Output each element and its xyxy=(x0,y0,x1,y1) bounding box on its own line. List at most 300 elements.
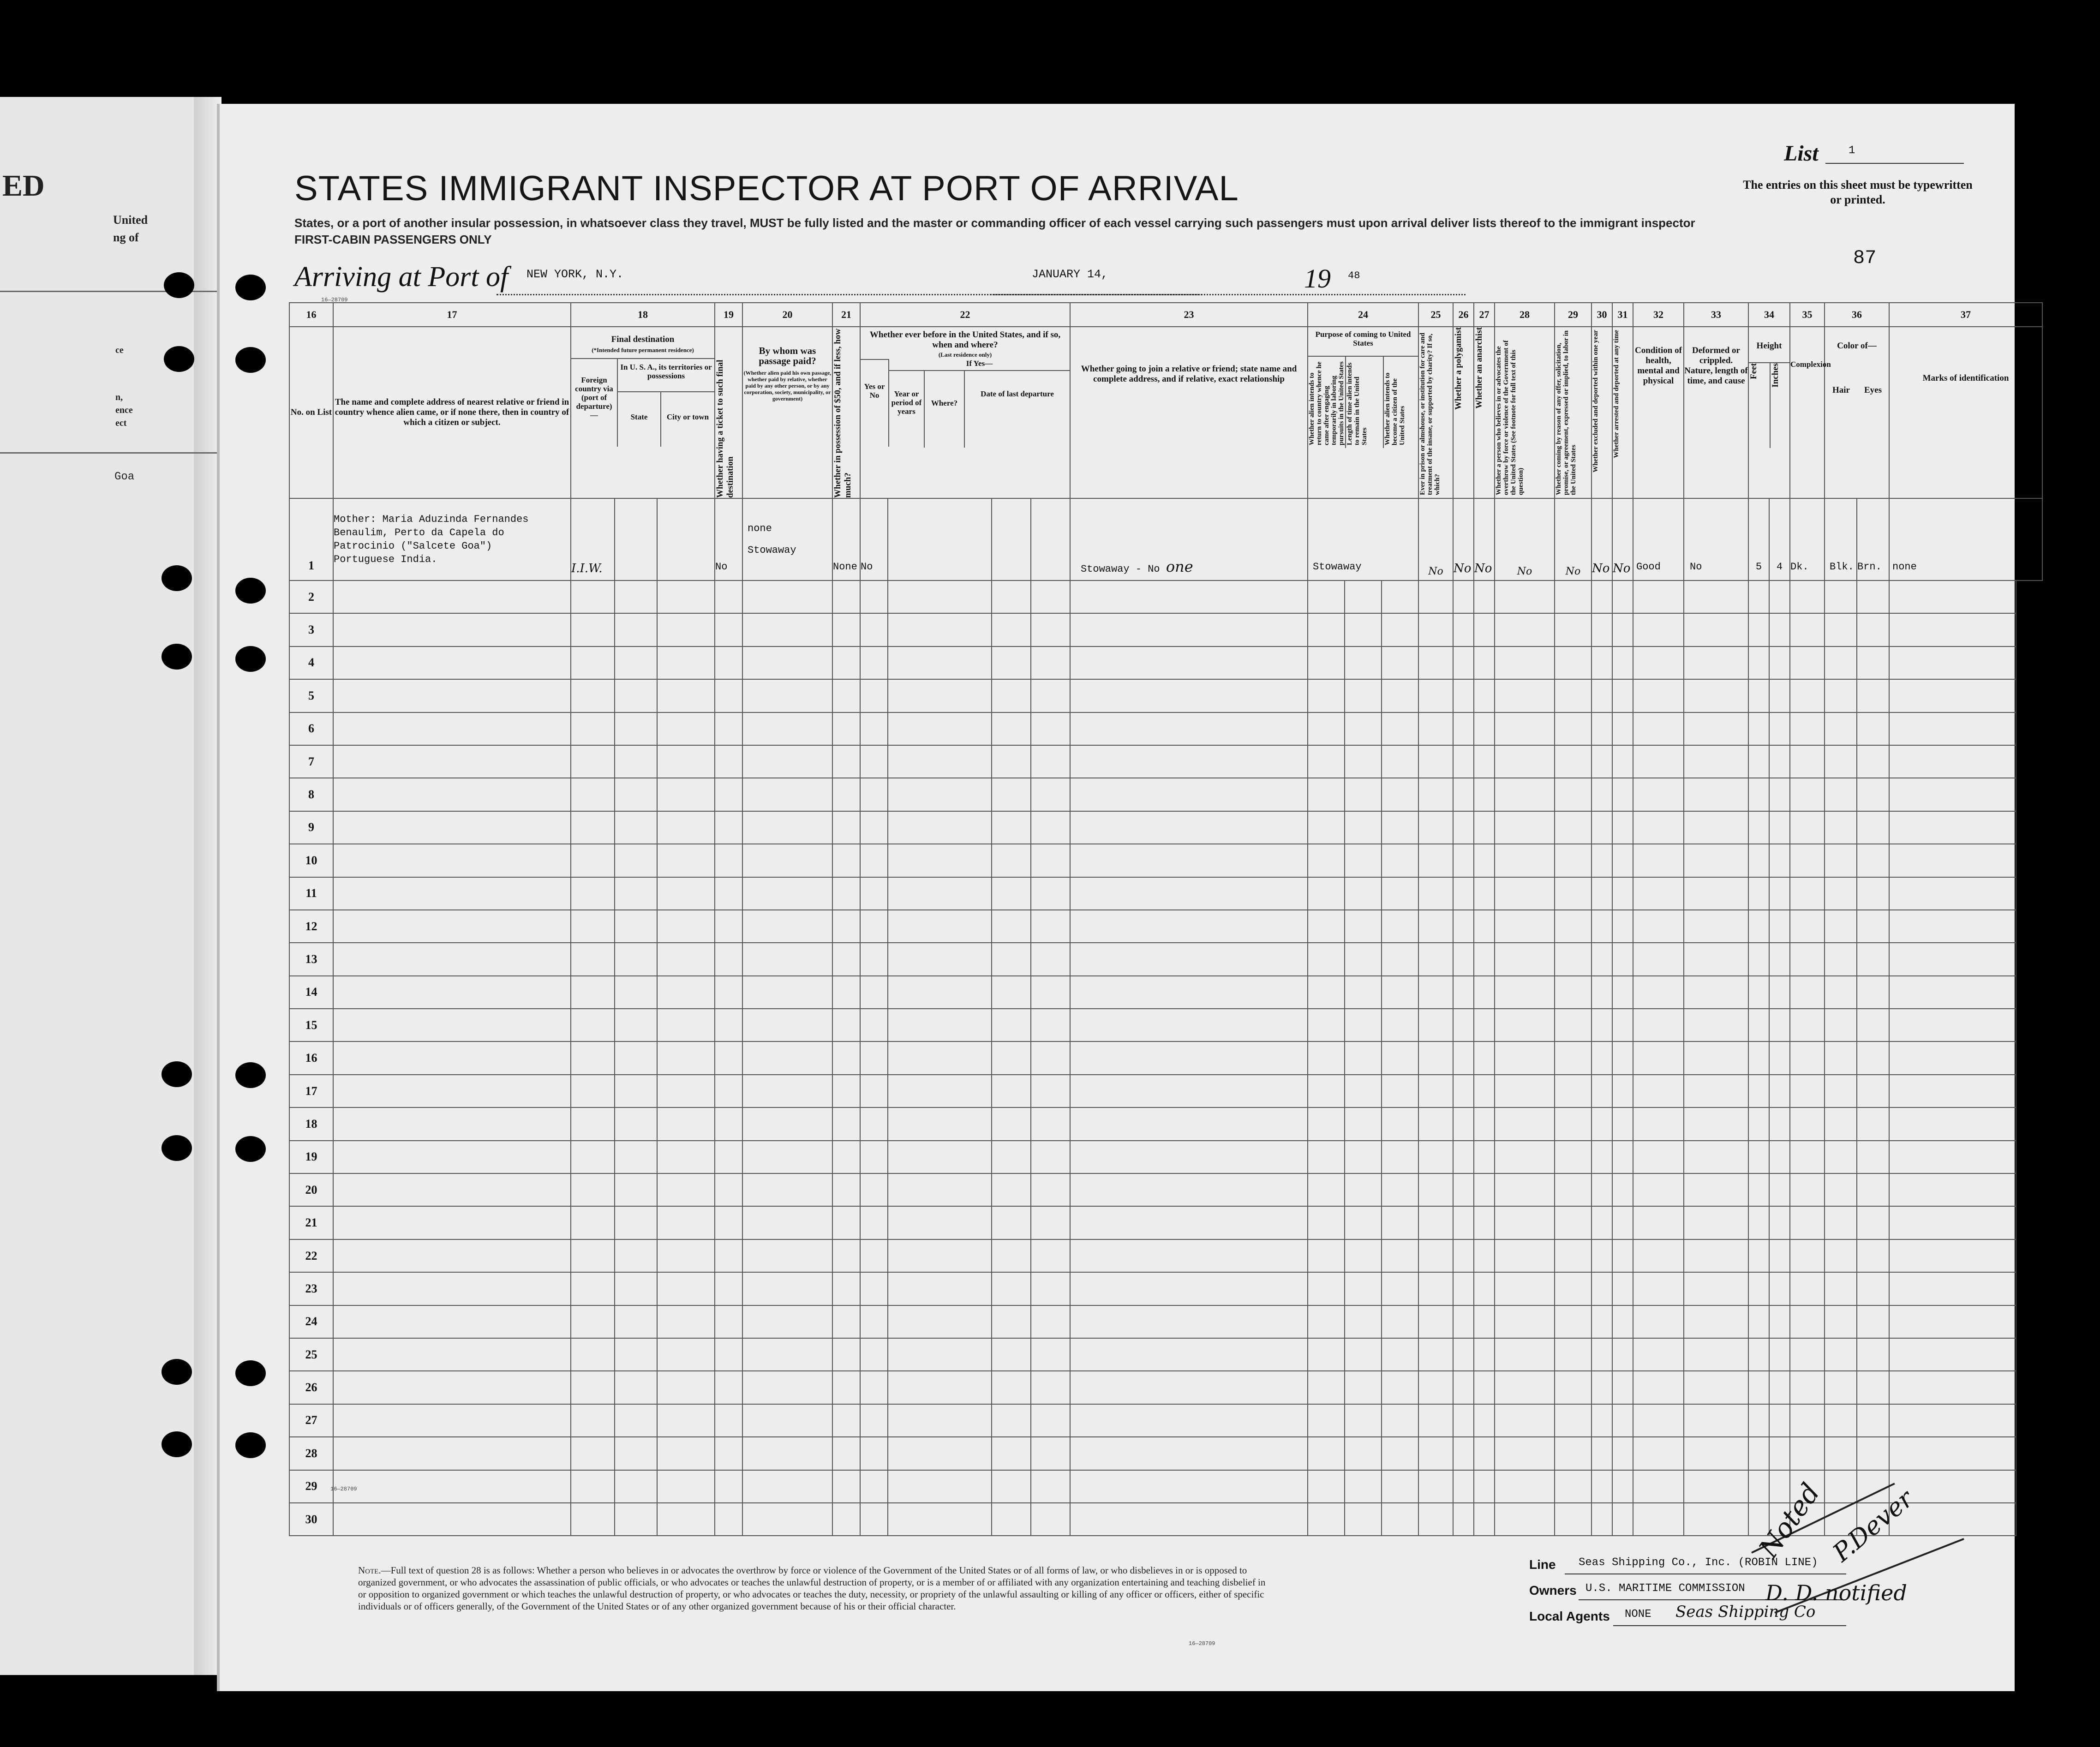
empty-cell xyxy=(1555,844,1591,877)
empty-cell xyxy=(888,778,992,811)
punch-hole xyxy=(235,578,266,604)
empty-cell xyxy=(1495,1338,1555,1371)
empty-cell xyxy=(615,778,657,811)
empty-cell xyxy=(1591,1470,1612,1503)
empty-cell xyxy=(1591,1173,1612,1206)
empty-cell xyxy=(333,1041,571,1074)
empty-cell xyxy=(1031,1239,1070,1272)
city-cell xyxy=(657,498,715,580)
empty-cell xyxy=(715,712,742,745)
row-number: 6 xyxy=(289,712,333,745)
empty-cell xyxy=(1591,1338,1612,1371)
empty-cell xyxy=(1495,1503,1555,1536)
empty-cell xyxy=(657,943,715,975)
empty-cell xyxy=(333,811,571,844)
empty-cell xyxy=(1070,679,1308,712)
empty-cell xyxy=(1889,1009,2016,1041)
empty-cell xyxy=(1790,1107,1825,1140)
empty-cell xyxy=(860,1009,888,1041)
empty-cell xyxy=(1633,745,1684,778)
empty-cell xyxy=(615,1075,657,1107)
empty-cell xyxy=(832,1173,860,1206)
header-feet: Feet xyxy=(1749,363,1759,379)
empty-cell xyxy=(615,679,657,712)
empty-cell xyxy=(1453,1041,1474,1074)
agents-handwritten: Seas Shipping Co xyxy=(1675,1603,1816,1621)
empty-cell xyxy=(615,1009,657,1041)
empty-cell xyxy=(1308,1206,1345,1239)
empty-cell xyxy=(715,1141,742,1173)
empty-cell xyxy=(1345,1404,1382,1437)
empty-cell xyxy=(1418,580,1453,613)
header-excluded-text: Whether excluded and deported within one year xyxy=(1592,330,1599,473)
empty-cell xyxy=(1769,580,1790,613)
fragment-text: Goa xyxy=(114,471,135,483)
empty-cell xyxy=(1495,1239,1555,1272)
row-number: 23 xyxy=(289,1272,333,1305)
empty-cell xyxy=(1612,1371,1633,1404)
empty-cell xyxy=(1453,712,1474,745)
empty-cell xyxy=(860,910,888,943)
where-cell xyxy=(992,498,1031,580)
empty-cell xyxy=(742,580,832,613)
header-complexion: Complexion xyxy=(1790,327,1825,498)
empty-cell xyxy=(657,1141,715,1173)
empty-cell xyxy=(1418,1107,1453,1140)
empty-cell xyxy=(715,1107,742,1140)
empty-cell xyxy=(1031,712,1070,745)
row-number: 28 xyxy=(289,1437,333,1470)
empty-cell xyxy=(1633,613,1684,646)
row-number: 29 xyxy=(289,1470,333,1503)
q26-cell: No xyxy=(1453,498,1474,580)
empty-cell xyxy=(1345,1338,1382,1371)
row-number: 1 xyxy=(289,498,333,580)
header-overthrow-text: Whether a person who believes in or advocates the overthrow by force or violence of the Government of the United States (See footnote for full text of this question) xyxy=(1495,340,1525,495)
relative-line: Patrocinio ("Salcete Goa") xyxy=(334,540,492,552)
empty-cell xyxy=(571,1470,615,1503)
empty-cell xyxy=(1889,1371,2016,1404)
empty-cell xyxy=(1418,1437,1453,1470)
empty-cell xyxy=(715,1173,742,1206)
empty-cell xyxy=(1070,1371,1308,1404)
empty-cell xyxy=(1453,1338,1474,1371)
table-row xyxy=(289,1404,2042,1437)
empty-cell xyxy=(1612,712,1633,745)
empty-cell xyxy=(333,580,571,613)
empty-cell xyxy=(1612,1009,1633,1041)
empty-cell xyxy=(742,1404,832,1437)
empty-cell xyxy=(832,1041,860,1074)
header-no-on-list: No. on List xyxy=(289,327,333,498)
punch-hole xyxy=(162,644,192,670)
q28-cell: No xyxy=(1495,498,1555,580)
empty-cell xyxy=(1684,943,1748,975)
stamp-word: P.Dever xyxy=(1827,1484,1919,1568)
empty-cell xyxy=(615,844,657,877)
empty-cell xyxy=(1612,646,1633,679)
empty-cell xyxy=(1308,1437,1345,1470)
empty-cell xyxy=(1495,1041,1555,1074)
empty-cell xyxy=(1684,811,1748,844)
money-cell: None xyxy=(832,498,860,580)
empty-cell xyxy=(1555,1206,1591,1239)
empty-cell xyxy=(1031,1305,1070,1338)
empty-cell xyxy=(1633,646,1684,679)
empty-cell xyxy=(1889,613,2016,646)
empty-cell xyxy=(860,1371,888,1404)
empty-cell xyxy=(1825,580,1857,613)
empty-cell xyxy=(571,1173,615,1206)
empty-cell xyxy=(333,877,571,910)
empty-cell xyxy=(860,811,888,844)
empty-cell xyxy=(1889,1141,2016,1173)
empty-cell xyxy=(1612,910,1633,943)
column-number: 21 xyxy=(832,303,860,327)
empty-cell xyxy=(615,1338,657,1371)
empty-cell xyxy=(1474,976,1495,1009)
empty-cell xyxy=(1382,712,1418,745)
empty-cell xyxy=(571,1338,615,1371)
departure-cell xyxy=(1031,498,1070,580)
empty-cell xyxy=(1748,712,1769,745)
empty-cell xyxy=(1382,976,1418,1009)
empty-cell xyxy=(1889,811,2016,844)
empty-cell xyxy=(1825,1041,1857,1074)
empty-cell xyxy=(615,580,657,613)
empty-cell xyxy=(1684,1075,1748,1107)
footer-form-code: 16—28709 xyxy=(1189,1640,1215,1647)
empty-cell xyxy=(1495,1173,1555,1206)
empty-cell xyxy=(333,1009,571,1041)
punch-hole xyxy=(162,1431,192,1457)
empty-cell xyxy=(888,1206,992,1239)
row-number: 17 xyxy=(289,1075,333,1107)
empty-cell xyxy=(1769,976,1790,1009)
empty-cell xyxy=(1857,778,1889,811)
header-joining: Whether going to join a relative or friend; state name and complete address, and if relative, exact relationship xyxy=(1070,327,1308,498)
empty-cell xyxy=(1382,1173,1418,1206)
header-city: City or town xyxy=(666,413,709,421)
foreign-port: I.I.W. xyxy=(571,498,615,580)
empty-cell xyxy=(1555,580,1591,613)
empty-cell xyxy=(832,844,860,877)
line-label: Line xyxy=(1529,1557,1556,1572)
empty-cell xyxy=(715,1206,742,1239)
empty-cell xyxy=(1070,1305,1308,1338)
empty-cell xyxy=(1453,1470,1474,1503)
table-row xyxy=(289,1173,2042,1206)
empty-cell xyxy=(1418,844,1453,877)
empty-cell xyxy=(888,1173,992,1206)
empty-cell xyxy=(1633,844,1684,877)
marks-cell: none xyxy=(1889,498,2042,580)
empty-cell xyxy=(1612,1470,1633,1503)
empty-cell xyxy=(657,679,715,712)
empty-cell xyxy=(1345,1272,1382,1305)
empty-cell xyxy=(615,943,657,975)
header-height xyxy=(1748,327,1790,498)
manifest-table xyxy=(289,302,2043,1536)
row-number: 2 xyxy=(289,580,333,613)
empty-cell xyxy=(1633,877,1684,910)
header-purpose-a: Whether alien intends to return to country whence he came after engaging temporarily in laboring pursuits in the United States xyxy=(1308,361,1345,445)
empty-cell xyxy=(992,1107,1031,1140)
empty-cell xyxy=(657,580,715,613)
fragment-text: ence xyxy=(115,405,133,415)
empty-cell xyxy=(888,844,992,877)
empty-cell xyxy=(1308,1107,1345,1140)
empty-cell xyxy=(888,1075,992,1107)
empty-cell xyxy=(1633,943,1684,975)
empty-cell xyxy=(571,1503,615,1536)
empty-cell xyxy=(1748,1141,1769,1173)
empty-cell xyxy=(333,1338,571,1371)
header-prison xyxy=(1418,327,1453,498)
empty-cell xyxy=(742,1470,832,1503)
empty-cell xyxy=(1612,1404,1633,1437)
table-row xyxy=(289,1272,2042,1305)
empty-cell xyxy=(1031,745,1070,778)
empty-cell xyxy=(888,1437,992,1470)
joining-cell xyxy=(1070,498,1308,580)
empty-cell xyxy=(1769,1173,1790,1206)
empty-cell xyxy=(1748,844,1769,877)
empty-cell xyxy=(1825,1239,1857,1272)
empty-cell xyxy=(1308,877,1345,910)
empty-cell xyxy=(1748,1107,1769,1140)
row-number: 20 xyxy=(289,1173,333,1206)
empty-cell xyxy=(1555,976,1591,1009)
empty-cell xyxy=(1825,1107,1857,1140)
empty-cell xyxy=(1857,811,1889,844)
empty-cell xyxy=(1769,1107,1790,1140)
empty-cell xyxy=(992,811,1031,844)
table-row xyxy=(289,778,2042,811)
header-prison-text: Ever in prison or almshouse, or institution for care and treatment of the insane, or supported by charity? If so, which? xyxy=(1419,333,1441,495)
header-anarchist xyxy=(1474,327,1495,498)
empty-cell xyxy=(1474,1173,1495,1206)
empty-cell xyxy=(992,1206,1031,1239)
empty-cell xyxy=(992,580,1031,613)
empty-cell xyxy=(1857,1305,1889,1338)
table-row xyxy=(289,498,2042,580)
header-final-destination-sub: (*Intended future permanent residence) xyxy=(592,347,694,353)
empty-cell xyxy=(615,1503,657,1536)
empty-cell xyxy=(715,1075,742,1107)
empty-cell xyxy=(992,712,1031,745)
footnote-text: —Full text of question 28 is as follows: Whether a person who believes in or advocates the overthrow by force or violence of the Government of the United States or of all forms of law, or who disbelieves in or is opposed to organized government, or who advocates the assassination of public officials, or who advocates or teaches the unlawful destruction of property, or is a member of or affiliated with any organization entertaining and teaching disbelief in or opposition to organized government or which teaches the unlawful destruction of property, or who advocates or teaches the duty, necessity, or propriety of the unlawful assaulting or killing of any officer or officers, either of specific individuals or of officers generally, of the Government of the United States or of any other organized government because of his or their official character. xyxy=(358,1565,1266,1612)
empty-cell xyxy=(1769,910,1790,943)
empty-cell xyxy=(888,877,992,910)
empty-cell xyxy=(1684,1206,1748,1239)
empty-cell xyxy=(1684,1404,1748,1437)
empty-cell xyxy=(1555,745,1591,778)
empty-cell xyxy=(1684,1141,1748,1173)
empty-cell xyxy=(1591,613,1612,646)
empty-cell xyxy=(615,1239,657,1272)
empty-cell xyxy=(1591,877,1612,910)
empty-cell xyxy=(1591,811,1612,844)
empty-cell xyxy=(1495,1009,1555,1041)
empty-cell xyxy=(1555,1141,1591,1173)
empty-cell xyxy=(1555,1371,1591,1404)
empty-cell xyxy=(1495,1437,1555,1470)
column-number: 17 xyxy=(333,303,571,327)
table-row xyxy=(289,844,2042,877)
empty-cell xyxy=(888,1503,992,1536)
empty-cell xyxy=(1474,1075,1495,1107)
empty-cell xyxy=(1889,1075,2016,1107)
header-passage-sub: (Whether alien paid his own passage, whether paid by relative, whether paid by any other person, or by any corporation, society, municipality, or government) xyxy=(743,370,832,402)
empty-cell xyxy=(832,877,860,910)
empty-cell xyxy=(832,1404,860,1437)
empty-cell xyxy=(1555,1437,1591,1470)
empty-cell xyxy=(1591,1075,1612,1107)
footnote-label: Note. xyxy=(358,1565,381,1576)
header-ticket-text: Whether having a ticket to such final destination xyxy=(715,359,735,498)
empty-cell xyxy=(1382,1107,1418,1140)
punch-hole xyxy=(235,1360,266,1386)
punch-hole xyxy=(235,275,266,300)
empty-cell xyxy=(1748,745,1769,778)
empty-cell xyxy=(860,1206,888,1239)
empty-cell xyxy=(860,1107,888,1140)
empty-cell xyxy=(1748,1437,1769,1470)
empty-cell xyxy=(1308,745,1345,778)
empty-cell xyxy=(860,778,888,811)
header-arrested xyxy=(1612,327,1633,498)
list-label: List xyxy=(1784,141,1819,166)
row-number: 8 xyxy=(289,778,333,811)
arriving-label: Arriving at Port of xyxy=(294,261,509,293)
empty-cell xyxy=(1031,1503,1070,1536)
table-row xyxy=(289,1437,2042,1470)
empty-cell xyxy=(1555,1239,1591,1272)
agents-value: NONE xyxy=(1625,1608,1651,1621)
table-row xyxy=(289,580,2042,613)
empty-cell xyxy=(1474,613,1495,646)
empty-cell xyxy=(1418,1371,1453,1404)
empty-cell xyxy=(715,1404,742,1437)
empty-cell xyxy=(1857,712,1889,745)
empty-cell xyxy=(1308,1338,1345,1371)
empty-cell xyxy=(1345,580,1382,613)
empty-cell xyxy=(832,1107,860,1140)
empty-cell xyxy=(1612,1338,1633,1371)
empty-cell xyxy=(1633,580,1684,613)
header-color-title: Color of— xyxy=(1837,341,1877,351)
empty-cell xyxy=(1495,910,1555,943)
empty-cell xyxy=(1453,844,1474,877)
q31-cell: No xyxy=(1612,498,1633,580)
empty-cell xyxy=(1748,811,1769,844)
empty-cell xyxy=(832,1141,860,1173)
empty-cell xyxy=(1591,679,1612,712)
empty-cell xyxy=(571,844,615,877)
empty-cell xyxy=(742,811,832,844)
row-number: 22 xyxy=(289,1239,333,1272)
empty-cell xyxy=(742,1173,832,1206)
empty-cell xyxy=(1382,1404,1418,1437)
empty-cell xyxy=(1555,1404,1591,1437)
empty-cell xyxy=(1825,1206,1857,1239)
empty-cell xyxy=(1633,1107,1684,1140)
empty-cell xyxy=(333,1437,571,1470)
empty-cell xyxy=(1612,811,1633,844)
empty-cell xyxy=(1748,1075,1769,1107)
row-number: 7 xyxy=(289,745,333,778)
empty-cell xyxy=(1453,646,1474,679)
empty-cell xyxy=(1633,1173,1684,1206)
empty-cell xyxy=(992,778,1031,811)
empty-cell xyxy=(832,1272,860,1305)
empty-cell xyxy=(1889,646,2016,679)
empty-cell xyxy=(571,1141,615,1173)
empty-cell xyxy=(615,1470,657,1503)
empty-cell xyxy=(657,646,715,679)
empty-cell xyxy=(1612,745,1633,778)
empty-cell xyxy=(832,910,860,943)
complexion-cell: Dk. xyxy=(1790,498,1825,580)
empty-cell xyxy=(1418,1272,1453,1305)
empty-cell xyxy=(1308,1075,1345,1107)
typewritten-note: The entries on this sheet must be typewritten or printed. xyxy=(1743,178,1973,206)
header-purpose-title: Purpose of coming to United States xyxy=(1315,330,1411,347)
empty-cell xyxy=(1495,679,1555,712)
header-ever-before-sub: (Last residence only) xyxy=(938,351,992,358)
column-number-row xyxy=(289,303,2042,327)
empty-cell xyxy=(1070,1075,1308,1107)
empty-cell xyxy=(1591,1371,1612,1404)
empty-cell xyxy=(715,1272,742,1305)
empty-cell xyxy=(1769,712,1790,745)
empty-cell xyxy=(1889,679,2016,712)
empty-cell xyxy=(832,1338,860,1371)
row-number: 4 xyxy=(289,646,333,679)
empty-cell xyxy=(1857,1173,1889,1206)
empty-cell xyxy=(1825,1371,1857,1404)
empty-cell xyxy=(860,613,888,646)
empty-cell xyxy=(860,1305,888,1338)
empty-cell xyxy=(1031,679,1070,712)
row-number: 14 xyxy=(289,976,333,1009)
empty-cell xyxy=(715,1041,742,1074)
empty-cell xyxy=(1769,1437,1790,1470)
row-number: 15 xyxy=(289,1009,333,1041)
empty-cell xyxy=(1495,712,1555,745)
owners-label: Owners xyxy=(1529,1583,1577,1597)
empty-cell xyxy=(1769,613,1790,646)
empty-cell xyxy=(1418,646,1453,679)
empty-cell xyxy=(1591,745,1612,778)
empty-cell xyxy=(1453,811,1474,844)
empty-cell xyxy=(1308,613,1345,646)
empty-cell xyxy=(1555,1075,1591,1107)
empty-cell xyxy=(1857,1141,1889,1173)
empty-cell xyxy=(1857,1371,1889,1404)
handwritten-stamp xyxy=(1747,1470,1968,1622)
empty-cell xyxy=(742,1305,832,1338)
empty-cell xyxy=(1382,943,1418,975)
empty-cell xyxy=(1418,1503,1453,1536)
empty-cell xyxy=(1769,1075,1790,1107)
empty-cell xyxy=(1555,1305,1591,1338)
dotted-line xyxy=(990,293,1466,295)
empty-cell xyxy=(1070,1173,1308,1206)
empty-cell xyxy=(1418,1404,1453,1437)
empty-cell xyxy=(1684,613,1748,646)
